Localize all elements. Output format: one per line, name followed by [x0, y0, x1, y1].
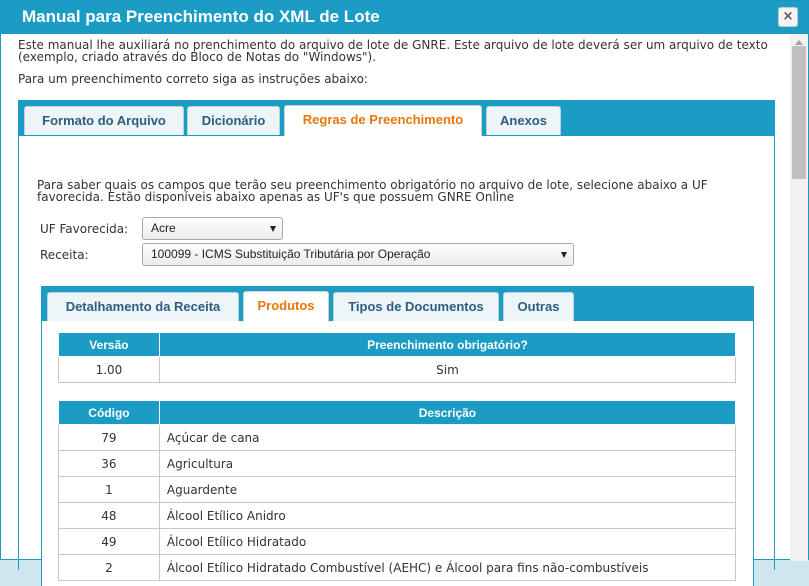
close-icon: ×	[782, 9, 794, 24]
dialog-title: Manual para Preenchimento do XML de Lote	[22, 7, 380, 26]
table-row	[59, 477, 736, 503]
instructions-text: Para um preenchimento correto siga as instruções abaixo:	[18, 72, 368, 86]
tab-regras-de-preenchimento[interactable]	[284, 105, 482, 136]
table-cell: Sim	[159, 357, 735, 383]
tab-tipos-de-documentos[interactable]	[333, 292, 499, 321]
tab-label: Formato do Arquivo	[42, 113, 166, 128]
dialog-content	[1, 34, 790, 575]
table-cell: 48	[59, 503, 160, 529]
table-cell: 1	[59, 477, 160, 503]
table-cell: Álcool Etílico Hidratado	[159, 529, 735, 555]
tab-label: Produtos	[257, 298, 315, 313]
dialog-titlebar[interactable]	[1, 1, 808, 34]
column-header: Descrição	[159, 401, 735, 425]
uf-select-value: Acre	[151, 221, 176, 235]
tab-dicionario[interactable]	[187, 106, 280, 135]
tab-outras[interactable]	[503, 292, 574, 321]
receita-label: Receita:	[40, 248, 89, 262]
tab-anexos[interactable]	[486, 106, 561, 135]
tab-label: Tipos de Documentos	[348, 299, 484, 314]
tab-label: Outras	[517, 299, 560, 314]
table-cell: 2	[59, 555, 160, 581]
tab-detalhamento-da-receita[interactable]	[47, 292, 239, 321]
chevron-down-icon	[270, 226, 276, 232]
vertical-scrollbar[interactable]	[790, 34, 808, 561]
tab-label: Regras de Preenchimento	[302, 112, 464, 127]
table-cell: Aguardente	[159, 477, 735, 503]
table-cell: 79	[59, 425, 160, 451]
sub-tab-bar	[42, 287, 753, 321]
chevron-down-icon	[561, 252, 567, 258]
table-row	[59, 357, 736, 383]
uf-select[interactable]	[142, 217, 283, 240]
table-row	[59, 425, 736, 451]
column-header: Versão	[59, 333, 160, 357]
column-header: Código	[59, 401, 160, 425]
rules-description: Para saber quais os campos que terão seu preenchimento obrigatório no arquivo de lote, selecione abaixo a UF favorecida. Estão disponíveis abaixo apenas as UF's que possuem GNRE Online	[37, 178, 708, 204]
main-tab-bar	[19, 101, 774, 136]
tab-label: Anexos	[500, 113, 547, 128]
table-row	[59, 503, 736, 529]
receita-select[interactable]	[142, 243, 574, 266]
table-cell: Álcool Etílico Hidratado Combustível (AEHC) e Álcool para fins não-combustíveis	[159, 555, 735, 581]
table-cell: Açúcar de cana	[159, 425, 735, 451]
table-cell: 49	[59, 529, 160, 555]
close-button[interactable]	[778, 7, 798, 27]
tab-formato-do-arquivo[interactable]	[24, 106, 184, 135]
tab-label: Dicionário	[201, 113, 266, 128]
products-table	[58, 400, 736, 581]
sub-tabs-panel	[41, 286, 754, 586]
column-header: Preenchimento obrigatório?	[159, 333, 735, 357]
tab-produtos[interactable]	[243, 291, 329, 322]
uf-label: UF Favorecida:	[40, 222, 129, 236]
table-row	[59, 529, 736, 555]
table-cell: Agricultura	[159, 451, 735, 477]
tab-label: Detalhamento da Receita	[65, 299, 221, 314]
scrollbar-thumb[interactable]	[792, 46, 806, 179]
table-header-row	[59, 333, 736, 357]
table-cell: Álcool Etílico Anidro	[159, 503, 735, 529]
intro-text: Este manual lhe auxiliará no prenchimento do arquivo de lote de GNRE. Este arquivo de lote deverá ser um arquivo de texto (exemplo, criado através do Bloco de Notas do "Windows").	[18, 38, 768, 64]
table-cell: 36	[59, 451, 160, 477]
receita-select-value: 100099 - ICMS Substituição Tributária por Operação	[151, 247, 431, 261]
table-header-row	[59, 401, 736, 425]
table-row	[59, 555, 736, 581]
version-table	[58, 332, 736, 383]
main-tabs-panel	[18, 100, 775, 575]
table-row	[59, 451, 736, 477]
scroll-up-arrow-icon[interactable]	[795, 40, 803, 45]
table-cell: 1.00	[59, 357, 160, 383]
